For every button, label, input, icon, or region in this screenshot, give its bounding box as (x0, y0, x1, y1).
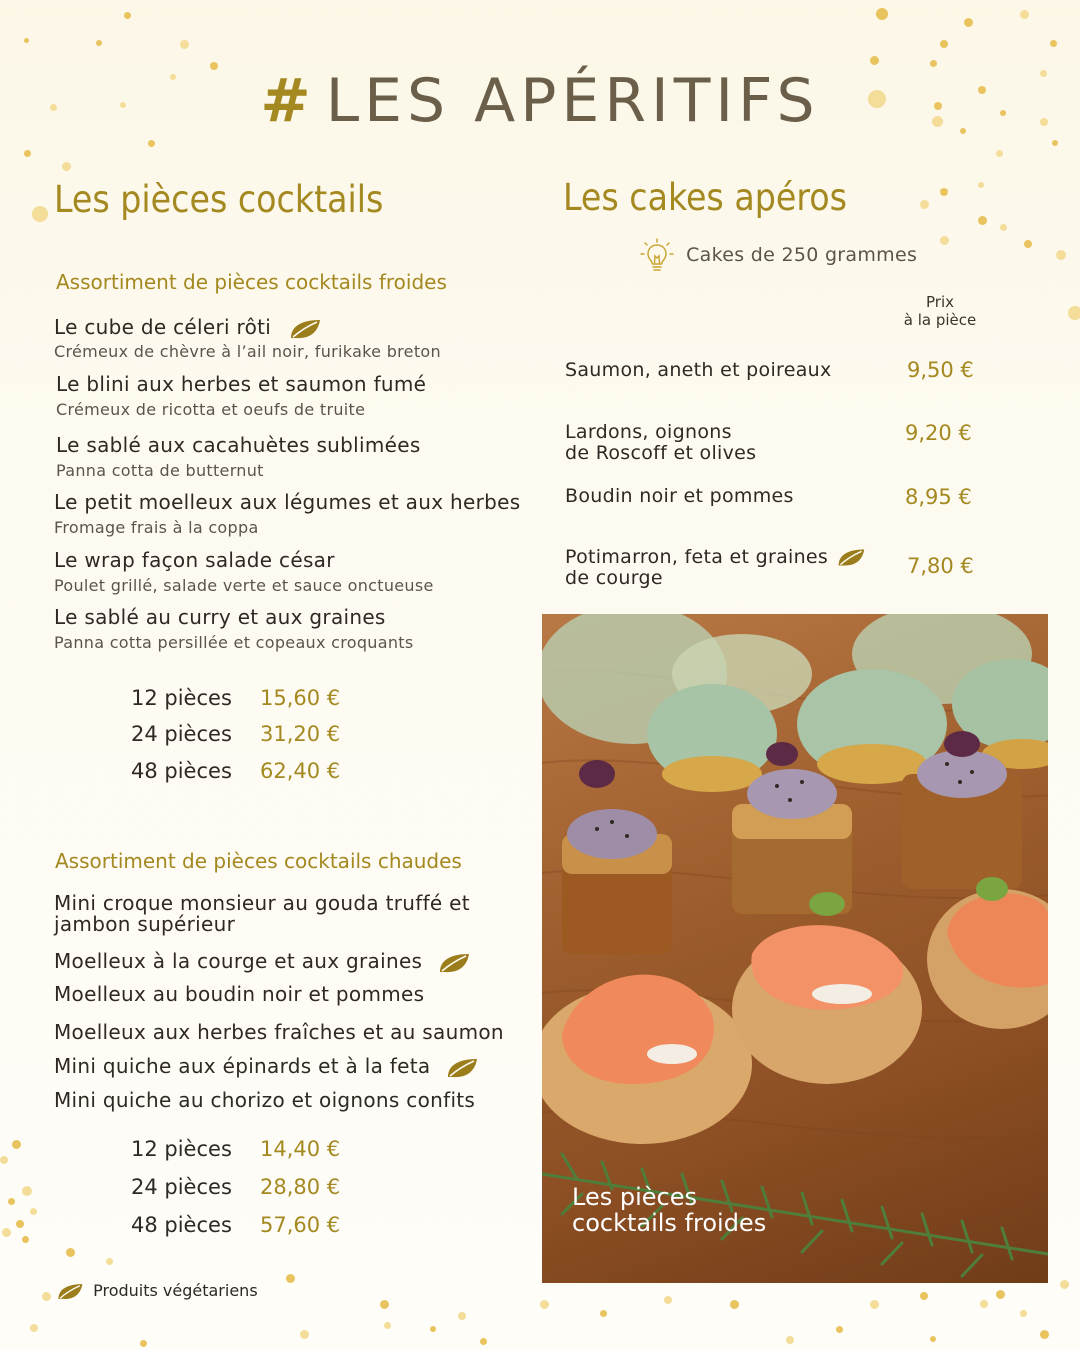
item-name: Mini quiche au chorizo et oignons confits (54, 1088, 476, 1112)
legend-label: Produits végétariens (93, 1281, 258, 1300)
cake-name: Lardons, oignons (565, 421, 732, 443)
price-header-line2: à la pièce (903, 311, 977, 329)
leaf-icon (437, 952, 471, 974)
item-name: Le cube de céleri rôti (54, 315, 272, 339)
list-item (565, 486, 794, 507)
item-name-line2: jambon supérieur (54, 912, 236, 936)
qty-label: 24 pièces (131, 1175, 232, 1199)
item-name: Le petit moelleux aux légumes et aux herbes (54, 490, 521, 514)
cake-weight-note (640, 237, 917, 273)
price-value: 15,60 € (260, 686, 341, 710)
cake-name: Boudin noir et pommes (565, 485, 794, 507)
qty-label: 48 pièces (131, 1213, 232, 1237)
leaf-icon (56, 1282, 84, 1301)
item-desc: Panna cotta persillée et copeaux croquants (54, 633, 414, 652)
list-item (54, 893, 470, 935)
title-text: LES APÉRITIFS (325, 66, 820, 136)
item-name: Le blini aux herbes et saumon fumé (56, 372, 427, 396)
photo-caption (572, 1184, 766, 1236)
leaf-icon (288, 318, 322, 340)
price-value: 57,60 € (260, 1213, 341, 1237)
qty-label: 12 pièces (131, 686, 232, 710)
item-name: Moelleux au boudin noir et pommes (54, 982, 425, 1006)
cold-assortment-heading: Assortiment de pièces cocktails froides (56, 270, 447, 294)
item-name: Mini quiche aux épinards et à la feta (54, 1054, 431, 1078)
price-value: 62,40 € (260, 759, 341, 783)
item-desc: Panna cotta de butternut (56, 461, 264, 480)
price-value: 14,40 € (260, 1137, 341, 1161)
qty-label: 12 pièces (131, 1137, 232, 1161)
cake-name-line2: de Roscoff et olives (565, 442, 757, 464)
title-hash: # (260, 66, 316, 136)
cake-price: 8,95 € (905, 485, 972, 509)
price-value: 28,80 € (260, 1175, 341, 1199)
vegetarian-legend (56, 1281, 258, 1301)
cakes-heading: Les cakes apéros (563, 176, 847, 219)
cocktails-heading: Les pièces cocktails (54, 178, 384, 221)
note-text: Cakes de 250 grammes (686, 244, 918, 266)
list-item (565, 422, 756, 464)
cake-price: 7,80 € (907, 554, 974, 578)
list-item (565, 360, 832, 381)
qty-label: 48 pièces (131, 759, 232, 783)
cake-name-line2: de courge (565, 567, 663, 589)
price-header-line1: Prix (926, 293, 954, 311)
price-value: 31,20 € (260, 722, 341, 746)
item-desc: Crémeux de ricotta et oeufs de truite (56, 400, 366, 419)
leaf-icon (445, 1057, 479, 1079)
item-desc: Crémeux de chèvre à l’ail noir, furikake breton (54, 342, 441, 361)
item-name: Le wrap façon salade césar (54, 548, 335, 572)
item-name: Le sablé au curry et aux graines (54, 605, 386, 629)
item-desc: Poulet grillé, salade verte et sauce onctueuse (54, 576, 434, 595)
qty-label: 24 pièces (131, 722, 232, 746)
leaf-icon (836, 547, 866, 568)
item-name: Mini croque monsieur au gouda truffé et (54, 891, 470, 915)
list-item (54, 1054, 479, 1079)
cake-price: 9,50 € (907, 358, 974, 382)
caption-line1: Les pièces (572, 1183, 697, 1211)
item-name: Moelleux à la courge et aux graines (54, 949, 423, 973)
caption-line2: cocktails froides (572, 1209, 767, 1237)
lightbulb-icon (640, 237, 674, 273)
item-name: Le sablé aux cacahuètes sublimées (56, 433, 421, 457)
list-item (54, 315, 322, 340)
item-desc: Fromage frais à la coppa (54, 518, 259, 537)
list-item (565, 547, 866, 589)
price-column-header (880, 293, 1000, 329)
cake-name: Potimarron, feta et graines (565, 546, 829, 568)
cake-name: Saumon, aneth et poireaux (565, 359, 832, 381)
list-item (54, 949, 471, 974)
cake-price: 9,20 € (905, 421, 972, 445)
item-name: Moelleux aux herbes fraîches et au saumon (54, 1020, 504, 1044)
page-title (0, 66, 1080, 136)
hot-assortment-heading: Assortiment de pièces cocktails chaudes (55, 849, 462, 873)
